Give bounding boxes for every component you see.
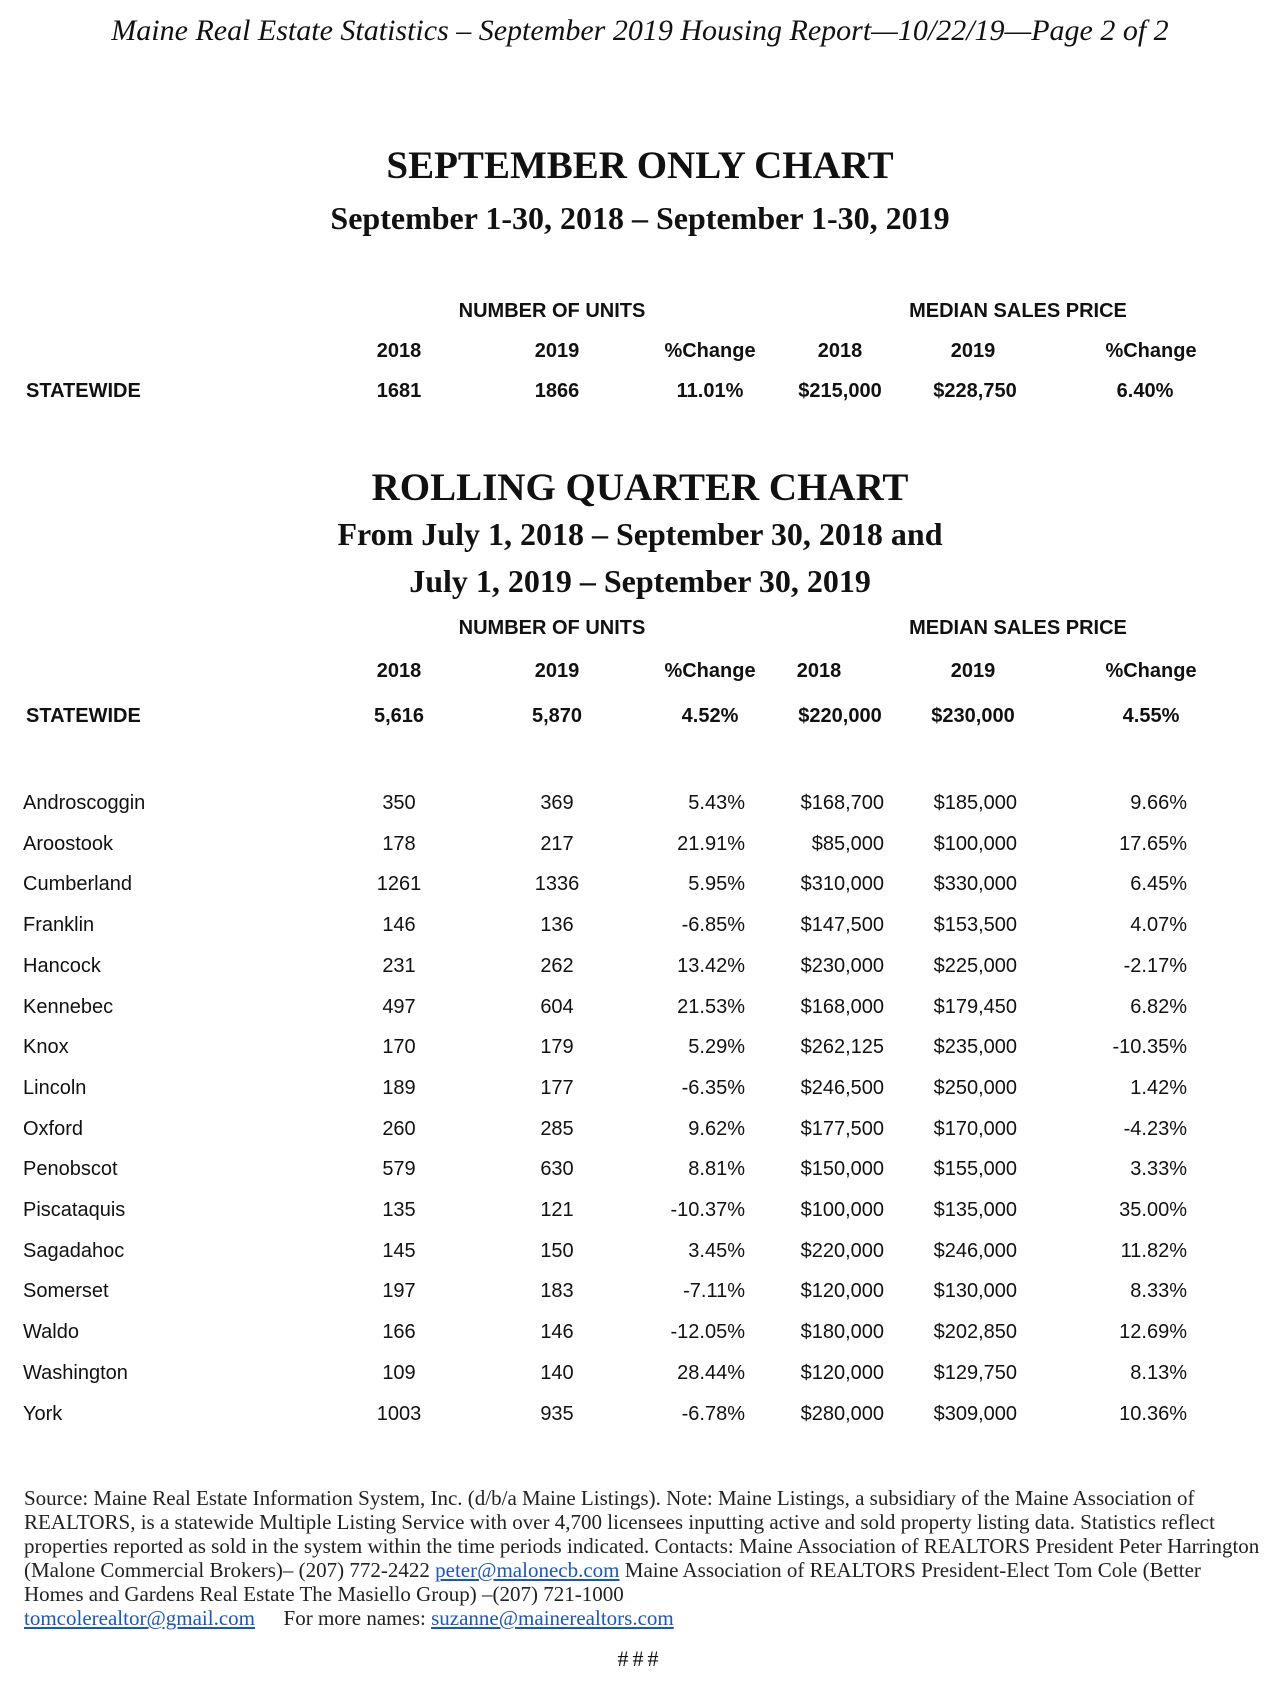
county-name: Kennebec	[23, 995, 114, 1018]
county-name: Knox	[23, 1036, 69, 1059]
units-change: 3.45%	[688, 1239, 745, 1262]
price-2019: $129,750	[933, 1361, 1017, 1384]
units-2019: 285	[540, 1117, 574, 1140]
sep-units-2019-header: 2019	[534, 340, 580, 362]
rq-price-2018-header: 2018	[796, 660, 842, 682]
price-2019: $153,500	[933, 914, 1017, 937]
sep-statewide-units-2019: 1866	[534, 380, 580, 402]
county-name: Lincoln	[23, 1076, 87, 1099]
sep-units-2018-header: 2018	[376, 340, 422, 362]
price-2018: $180,000	[800, 1321, 884, 1344]
price-2019: $202,850	[933, 1321, 1017, 1344]
price-2018: $85,000	[811, 832, 884, 855]
units-2018: 189	[382, 1076, 416, 1099]
county-name: Sagadahoc	[23, 1239, 125, 1262]
units-2018: 350	[382, 792, 416, 814]
source-note-text-2: Maine Association of REALTORS President-Elect Tom Cole (Better Homes and Gardens Real Estate The Masiello Group) –(207) 721-1000	[24, 1558, 1201, 1606]
price-2019: $235,000	[933, 1036, 1017, 1059]
units-2018: 178	[382, 832, 416, 855]
email-link-suzanne[interactable]: suzanne@mainerealtors.com	[431, 1606, 674, 1630]
units-2018: 145	[382, 1239, 416, 1262]
county-name: Franklin	[23, 914, 95, 937]
price-change: 35.00%	[1119, 1199, 1187, 1221]
price-2019: $100,000	[933, 832, 1017, 855]
price-2019: $225,000	[933, 954, 1017, 977]
units-change: -10.37%	[670, 1199, 745, 1221]
rq-units-2019-header: 2019	[534, 660, 580, 682]
county-name: Aroostook	[23, 832, 114, 855]
sep-price-2019-header: 2019	[950, 340, 996, 362]
table-row	[0, 873, 1280, 903]
county-name: Cumberland	[23, 873, 132, 896]
table-row	[0, 1118, 1280, 1148]
units-2019: 217	[540, 832, 574, 855]
table-row	[0, 1036, 1280, 1066]
rolling-chart-subtitle-line2: July 1, 2019 – September 30, 2019	[409, 563, 871, 599]
county-name: Piscataquis	[23, 1199, 126, 1221]
units-2018: 170	[382, 1036, 416, 1059]
sep-statewide-price-change: 6.40%	[1116, 380, 1174, 402]
sep-price-group-label: MEDIAN SALES PRICE	[909, 300, 1127, 322]
units-change: 5.29%	[688, 1036, 745, 1059]
price-change: 3.33%	[1130, 1158, 1187, 1181]
county-name: Washington	[23, 1361, 128, 1384]
price-change: 6.82%	[1130, 995, 1187, 1018]
table-row	[0, 914, 1280, 944]
units-2019: 179	[540, 1036, 574, 1059]
price-change: -2.17%	[1123, 954, 1187, 977]
units-change: 8.81%	[688, 1158, 745, 1181]
price-2018: $168,000	[800, 995, 884, 1018]
sep-statewide-label: STATEWIDE	[26, 380, 141, 402]
price-2019: $135,000	[933, 1199, 1017, 1221]
units-2019: 369	[540, 792, 574, 814]
price-change: 11.82%	[1120, 1239, 1187, 1262]
price-2019: $179,450	[933, 995, 1017, 1018]
units-2018: 231	[382, 954, 416, 977]
price-change: 1.42%	[1130, 1076, 1187, 1099]
end-mark: ###	[617, 1646, 663, 1671]
county-name: Androscoggin	[23, 792, 146, 814]
september-chart-title: SEPTEMBER ONLY CHART	[386, 144, 894, 187]
price-2018: $230,000	[800, 954, 884, 977]
units-2019: 183	[540, 1280, 574, 1303]
units-2019: 262	[540, 954, 574, 977]
rq-units-change-header: %Change	[664, 660, 756, 682]
price-2019: $130,000	[933, 1280, 1017, 1303]
units-2018: 166	[382, 1321, 416, 1344]
units-change: -6.35%	[681, 1076, 745, 1099]
units-2019: 146	[540, 1321, 574, 1344]
table-row	[0, 833, 1280, 863]
rolling-chart-title: ROLLING QUARTER CHART	[371, 466, 909, 509]
rq-statewide-label: STATEWIDE	[26, 705, 141, 727]
source-note-text-3: For more names:	[283, 1606, 432, 1630]
price-change: 9.66%	[1130, 792, 1187, 814]
units-2018: 109	[382, 1361, 416, 1384]
units-2018: 197	[382, 1280, 416, 1303]
county-name: Waldo	[23, 1321, 79, 1344]
units-2018: 579	[382, 1158, 416, 1181]
units-change: 21.53%	[677, 995, 745, 1018]
units-change: -6.78%	[681, 1402, 745, 1425]
price-change: -4.23%	[1123, 1117, 1187, 1140]
county-name: Penobscot	[23, 1158, 118, 1181]
rq-price-change-header: %Change	[1105, 660, 1197, 682]
sep-units-change-header: %Change	[664, 340, 756, 362]
price-2019: $309,000	[933, 1402, 1017, 1425]
table-row	[0, 1280, 1280, 1310]
rq-units-group-label: NUMBER OF UNITS	[458, 617, 646, 639]
units-change: -12.05%	[670, 1321, 745, 1344]
price-2018: $150,000	[800, 1158, 884, 1181]
units-change: 13.42%	[677, 954, 745, 977]
county-name: Somerset	[23, 1280, 109, 1303]
rolling-chart-subtitle-line1: From July 1, 2018 – September 30, 2018 and	[337, 516, 943, 552]
sep-statewide-price-2018: $215,000	[798, 380, 882, 402]
price-2019: $185,000	[933, 792, 1017, 814]
rq-price-2019-header: 2019	[950, 660, 996, 682]
price-2018: $177,500	[800, 1117, 884, 1140]
units-change: -6.85%	[681, 914, 745, 937]
units-2019: 935	[540, 1402, 574, 1425]
units-2019: 136	[540, 914, 574, 937]
email-link-tom[interactable]: tomcolerealtor@gmail.com	[24, 1606, 256, 1630]
units-2019: 150	[540, 1239, 574, 1262]
price-change: 17.65%	[1119, 832, 1187, 855]
price-2018: $120,000	[800, 1361, 884, 1384]
county-name: Oxford	[23, 1117, 84, 1140]
units-change: 5.95%	[688, 873, 745, 896]
units-2018: 1003	[376, 1402, 422, 1425]
price-2018: $310,000	[800, 873, 884, 896]
rq-statewide-price-2019: $230,000	[931, 705, 1015, 727]
price-2018: $120,000	[800, 1280, 884, 1303]
units-change: -7.11%	[683, 1280, 745, 1303]
price-2019: $155,000	[933, 1158, 1017, 1181]
table-row	[0, 792, 1280, 822]
price-change: 4.07%	[1130, 914, 1187, 937]
county-name: York	[23, 1402, 63, 1425]
units-change: 21.91%	[677, 832, 745, 855]
units-2018: 135	[382, 1199, 416, 1221]
rq-statewide-price-change: 4.55%	[1122, 705, 1180, 727]
units-change: 28.44%	[677, 1361, 745, 1384]
units-2019: 630	[540, 1158, 574, 1181]
table-row	[0, 1240, 1280, 1270]
sep-statewide-units-change: 11.01%	[676, 380, 744, 402]
rq-statewide-units-change: 4.52%	[681, 705, 739, 727]
sep-statewide-price-2019: $228,750	[933, 380, 1017, 402]
rq-units-2018-header: 2018	[376, 660, 422, 682]
email-link-peter[interactable]: peter@malonecb.com	[435, 1558, 620, 1582]
page-header: Maine Real Estate Statistics – September 2019 Housing Report—10/22/19—Page 2 of 2	[111, 14, 1169, 47]
sep-price-change-header: %Change	[1105, 340, 1197, 362]
units-2018: 146	[382, 914, 416, 937]
price-2018: $168,700	[800, 792, 884, 814]
sep-units-group-label: NUMBER OF UNITS	[458, 300, 646, 322]
units-2019: 140	[540, 1361, 574, 1384]
table-row	[0, 955, 1280, 985]
units-2019: 177	[540, 1076, 574, 1099]
price-change: -10.35%	[1112, 1036, 1187, 1059]
rq-price-group-label: MEDIAN SALES PRICE	[909, 617, 1127, 639]
price-2019: $330,000	[933, 873, 1017, 896]
september-chart-subtitle: September 1-30, 2018 – September 1-30, 2019	[330, 200, 950, 236]
price-change: 6.45%	[1130, 873, 1187, 896]
rq-statewide-units-2019: 5,870	[531, 705, 583, 727]
units-2018: 497	[382, 995, 416, 1018]
units-change: 9.62%	[688, 1117, 745, 1140]
rq-statewide-units-2018: 5,616	[373, 705, 425, 727]
price-2018: $220,000	[800, 1239, 884, 1262]
table-row	[0, 1321, 1280, 1351]
price-2019: $250,000	[933, 1076, 1017, 1099]
table-row	[0, 1362, 1280, 1392]
rq-statewide-price-2018: $220,000	[798, 705, 882, 727]
table-row	[0, 1199, 1280, 1229]
table-row	[0, 996, 1280, 1026]
table-row	[0, 1403, 1280, 1433]
units-2019: 1336	[534, 873, 580, 896]
price-2018: $262,125	[800, 1036, 884, 1059]
price-change: 8.13%	[1130, 1361, 1187, 1384]
sep-price-2018-header: 2018	[817, 340, 863, 362]
units-change: 5.43%	[688, 792, 745, 814]
price-change: 8.33%	[1130, 1280, 1187, 1303]
units-2018: 260	[382, 1117, 416, 1140]
price-2018: $147,500	[800, 914, 884, 937]
county-name: Hancock	[23, 954, 101, 977]
source-note	[24, 1486, 1260, 1630]
table-row	[0, 1077, 1280, 1107]
price-2019: $246,000	[933, 1239, 1017, 1262]
units-2019: 121	[540, 1199, 574, 1221]
units-2018: 1261	[376, 873, 422, 896]
price-2018: $280,000	[800, 1402, 884, 1425]
sep-statewide-units-2018: 1681	[376, 380, 422, 402]
price-change: 10.36%	[1119, 1402, 1187, 1425]
price-change: 12.69%	[1119, 1321, 1187, 1344]
units-2019: 604	[540, 995, 574, 1018]
table-row	[0, 1158, 1280, 1188]
source-note-text: Source: Maine Real Estate Information System, Inc. (d/b/a Maine Listings). Note: Maine Listings, a subsidiary of the Maine Association of REALTORS, is a statewide Multiple Listing Service with over 4,700 licensees inputting active and sold property listing data. Statistics reflect properties reported as sold in the system within the time periods indicated. Contacts: Maine Association of REALTORS President Peter Harrington (Malone Commercial Brokers)– (207) 772-2422	[24, 1486, 1260, 1582]
price-2019: $170,000	[933, 1117, 1017, 1140]
price-2018: $246,500	[800, 1076, 884, 1099]
price-2018: $100,000	[800, 1199, 884, 1221]
